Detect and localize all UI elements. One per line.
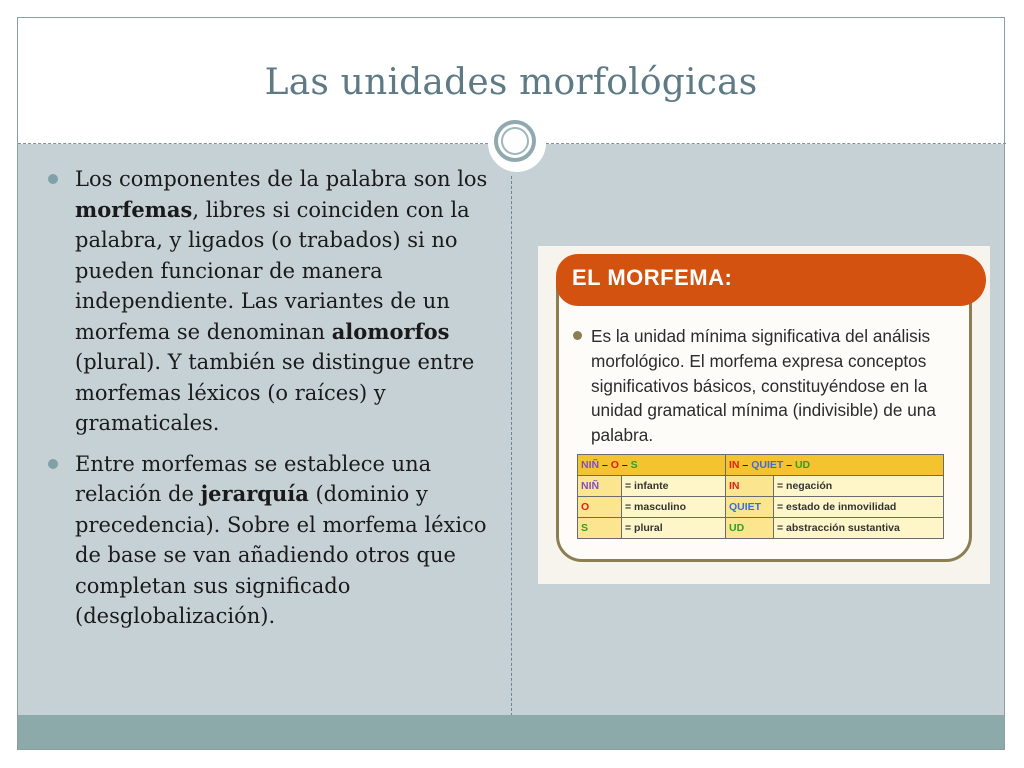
- table-cell: UD: [726, 518, 774, 539]
- bullet-text-column: [48, 164, 488, 642]
- header-segment: –: [739, 459, 752, 471]
- morfema-definition: [573, 324, 973, 448]
- bold-term: morfemas: [75, 196, 193, 222]
- header-segment: S: [630, 459, 638, 471]
- table-row: [578, 518, 944, 539]
- table-body: [578, 476, 944, 539]
- table-row: [578, 497, 944, 518]
- definition-bullet-icon: [573, 331, 582, 340]
- table-header-nin-o-s: [578, 455, 726, 476]
- bullet-list: [48, 164, 488, 632]
- header-segment: NIÑ: [581, 459, 600, 471]
- header-segment: O: [610, 459, 619, 471]
- table-header-in-quiet-ud: [726, 455, 944, 476]
- table-cell: = infante: [622, 476, 726, 497]
- table-row: [578, 476, 944, 497]
- bold-term: jerarquía: [200, 481, 309, 506]
- definition-text: Es la unidad mínima significativa del análisis morfológico. El morfema expresa conceptos significativos básicos, constituyéndose en la unidad gramatical mínima (indivisible) de una palabra.: [591, 326, 936, 446]
- bullet-item: [48, 449, 488, 632]
- footer-bar: [18, 715, 1004, 749]
- header-segment: –: [599, 459, 611, 471]
- table-cell: = plural: [622, 518, 726, 539]
- table-cell: = estado de inmovilidad: [774, 497, 944, 518]
- bold-term: alomorfos: [331, 318, 450, 344]
- header-segment: –: [618, 459, 631, 471]
- bullet-text: Los componentes de la palabra son los: [75, 167, 488, 191]
- bullet-item: [48, 164, 488, 439]
- bullet-icon: [48, 459, 58, 469]
- bullet-text: , libres si coinciden con la palabra, y ligados (o trabados) si no pueden funcionar de manera independiente. Las variantes de un morfema se denominan: [75, 197, 470, 344]
- bullet-text: (plural). Y también se distingue entre morfemas léxicos (o raíces) y gramaticales.: [75, 350, 475, 435]
- morpheme-table: [577, 454, 944, 539]
- slide-frame: [17, 17, 1005, 750]
- header-segment: IN: [729, 459, 740, 471]
- header-segment: QUIET: [751, 459, 784, 471]
- bullet-icon: [48, 174, 58, 184]
- table-cell: S: [578, 518, 622, 539]
- table-cell: O: [578, 497, 622, 518]
- table-header-row: [578, 455, 944, 476]
- morfema-banner-title: EL MORFEMA:: [572, 265, 733, 290]
- divider-inner-circle-icon: [501, 127, 529, 155]
- slide-title: Las unidades morfológicas: [264, 62, 758, 103]
- table-cell: = abstracción sustantiva: [774, 518, 944, 539]
- header-segment: UD: [794, 459, 811, 471]
- bullet-text: Entre morfemas se establece una relación de: [75, 451, 432, 506]
- morfema-card: [556, 254, 972, 562]
- table-cell: = masculino: [622, 497, 726, 518]
- morfema-banner: [556, 254, 986, 306]
- table-cell: = negación: [774, 476, 944, 497]
- column-divider: [511, 176, 512, 716]
- bullet-text: (dominio y precedencia). Sobre el morfema léxico de base se van añadiendo otros que completan sus significado (desglobalización).: [75, 482, 487, 628]
- header-divider-left: [18, 143, 488, 144]
- table-cell: NIÑ: [578, 476, 622, 497]
- morfema-figure: [538, 246, 990, 584]
- header-segment: –: [783, 459, 795, 471]
- table-cell: IN: [726, 476, 774, 497]
- header-divider-right: [546, 143, 1006, 144]
- table-cell: QUIET: [726, 497, 774, 518]
